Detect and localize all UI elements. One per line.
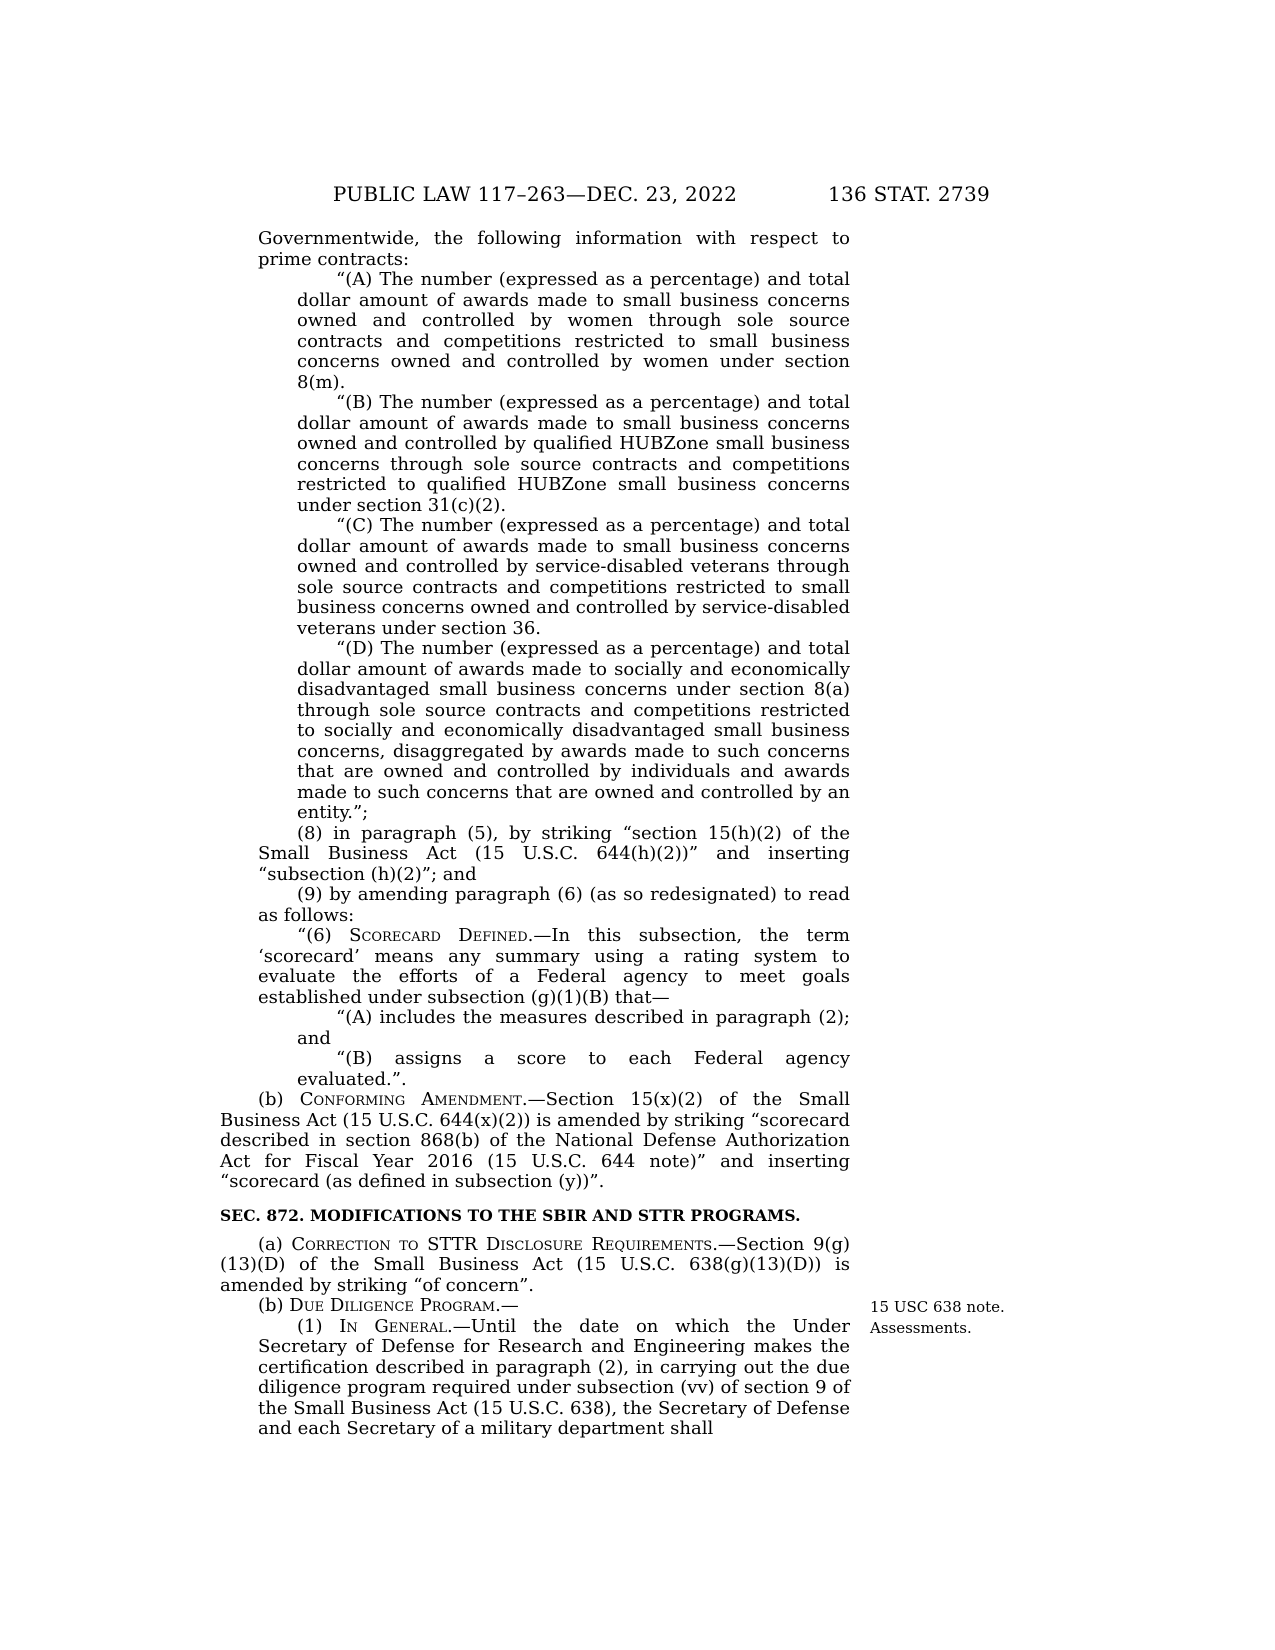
stat-page-number: 136 STAT. 2739	[827, 182, 990, 206]
text-run: “(D) The number (expressed as a percentage) and total dollar amount of awards made to socially and economically disadvantaged small business concerns under section 8(a) through sole source contracts and competitions restricted to socially and economically disadvantaged small business concerns, disaggregated by awards made to such concerns that are owned and controlled by individuals and awards made to such concerns that are owned and controlled by an entity.”;	[297, 638, 850, 823]
statute-paragraph	[258, 885, 850, 926]
text-run: .—Section 15(x)(2) of the Small Business Act (15 U.S.C. 644(x)(2)) is amended by striking “scorecard described in section 868(b) of the National Defense Authorization Act for Fiscal Year 2016 (15 U.S.C. 644 note)” and inserting “scorecard (as defined in subsection (y))”.	[220, 1089, 850, 1192]
margin-note-line: Assessments.	[870, 1318, 972, 1337]
text-run: (9) by amending paragraph (6) (as so redesignated) to read as follows:	[258, 884, 850, 926]
text-run: SEC. 872. MODIFICATIONS TO THE SBIR AND STTR PROGRAMS.	[220, 1205, 801, 1225]
statute-paragraph	[297, 639, 850, 824]
text-run: “(6)	[297, 925, 350, 946]
smallcaps-term: Due Diligence Program	[289, 1295, 496, 1316]
statute-paragraph	[220, 1090, 850, 1193]
statute-paragraph	[220, 1235, 850, 1297]
smallcaps-term: Correction to STTR Disclosure Requirements	[291, 1233, 713, 1255]
text-run: (8) in paragraph (5), by striking “section 15(h)(2) of the Small Business Act (15 U.S.C. 644(h)(2))” and inserting “subsection (h)(2)”; and	[258, 822, 850, 885]
text-run: (b)	[258, 1089, 300, 1110]
text-run: Governmentwide, the following information with respect to prime contracts:	[258, 228, 850, 270]
statute-paragraph	[258, 824, 850, 886]
statute-paragraph	[297, 516, 850, 639]
text-run: (b)	[258, 1295, 290, 1316]
text-run: “(A) includes the measures described in paragraph (2); and	[297, 1007, 850, 1049]
text-run: “(C) The number (expressed as a percentage) and total dollar amount of awards made to small business concerns owned and controlled by service-disabled veterans through sole source contracts and competitions restricted to small business concerns owned and controlled by service-disabled veterans under section 36.	[297, 515, 850, 639]
margin-note-line: 15 USC 638 note.	[870, 1298, 1005, 1316]
text-run: “(B) assigns a score to each Federal agency evaluated.”.	[297, 1048, 850, 1090]
smallcaps-term: In General	[339, 1315, 447, 1337]
smallcaps-term: Conforming Amendment	[299, 1089, 522, 1110]
text-run: “(B) The number (expressed as a percentage) and total dollar amount of awards made to small business concerns owned and controlled by qualified HUBZone small business concerns through sole source contracts and competitions restricted to qualified HUBZone small business concerns under section 31(c)(2).	[297, 392, 850, 516]
text-run: (1)	[297, 1315, 340, 1337]
statute-paragraph	[258, 926, 850, 1008]
statute-paragraph	[297, 393, 850, 516]
statute-paragraph	[297, 1008, 850, 1049]
page-header	[220, 182, 990, 208]
text-run: .—Until the date on which the Under Secretary of Defense for Research and Engineering makes the certification described in paragraph (2), in carrying out the due diligence program required under subsection (vv) of section 9 of the Small Business Act (15 U.S.C. 638), the Secretary of Defense and each Secretary of a military department shall	[258, 1315, 851, 1439]
margin-note	[870, 1297, 1030, 1338]
text-run: .—Section 9(g)(13)(D) of the Small Business Act (15 U.S.C. 638(g)(13)(D)) is amended by striking “of concern”.	[220, 1233, 850, 1296]
statute-paragraph	[258, 229, 850, 270]
statute-paragraph	[297, 1049, 850, 1090]
text-run: (a)	[258, 1233, 292, 1255]
statute-paragraph	[258, 1317, 850, 1440]
text-run: “(A) The number (expressed as a percentage) and total dollar amount of awards made to small business concerns owned and controlled by women through sole source contracts and competitions restricted to small business concerns owned and controlled by women under section 8(m).	[297, 269, 850, 393]
smallcaps-term: Scorecard Defined	[349, 925, 528, 946]
text-run: .—In this subsection, the term ‘scorecard’ means any summary using a rating system to evaluate the efforts of a Federal agency to meet goals established under subsection (g)(1)(B) that—	[258, 925, 850, 1008]
text-run: .—	[495, 1295, 519, 1316]
section-heading	[220, 1206, 850, 1225]
statute-paragraph	[297, 270, 850, 393]
law-title: PUBLIC LAW 117–263—DEC. 23, 2022	[332, 182, 738, 206]
statute-body	[220, 228, 1005, 1440]
